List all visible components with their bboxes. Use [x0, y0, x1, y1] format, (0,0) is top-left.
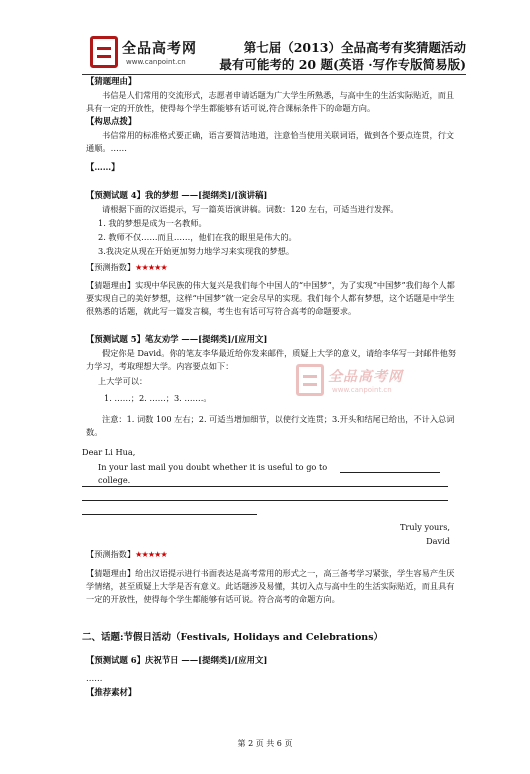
page-title-line2: 最有可能考的 20 题(英语 ·写作专版简易版) — [219, 57, 466, 72]
q5-note: 注意：1. 词数 100 左右；2. 可适当增加细节，以使行文连贯；3.开头和结尾已给出，不计入总词数。 — [86, 414, 455, 437]
q4-item-3: 3.我决定从现在开始更加努力地学习来实现我的梦想。 — [98, 246, 295, 256]
logo-icon — [90, 36, 118, 68]
q4-title: 【预测试题 4】我的梦想 ——[提纲类]/[演讲稿] — [86, 190, 268, 200]
logo-url: www.canpoint.cn — [126, 58, 186, 66]
q6-title: 【预测试题 6】庆祝节日 ——[提纲类]/[应用文] — [86, 655, 268, 665]
answer-line-1 — [340, 472, 440, 473]
q5-list: 1. ……；2. ……；3. …….。 — [104, 393, 212, 403]
index-label: 【预测指数】 — [86, 262, 136, 272]
reason-label: 【猜题理由】 — [86, 76, 137, 86]
logo-text: 全品高考网 — [122, 41, 197, 57]
q5-index — [86, 548, 462, 561]
star-rating: ★★★★★ — [135, 262, 167, 272]
q4-item-1: 1. 我的梦想是成为一名教师。 — [98, 218, 207, 228]
letter-greeting: Dear Li Hua, — [82, 447, 136, 457]
section-2-heading: 二、话题:节假日活动（Festivals, Holidays and Celebrations） — [82, 632, 384, 643]
q4-item-2: 2. 教师不仅……而且……，他们在我的眼里是伟大的。 — [98, 232, 297, 242]
page-title-line1: 第七届（2013）全品高考有奖猜题活动 — [243, 40, 466, 55]
watermark-logo-text: 全品高考网 — [328, 369, 403, 385]
letter-name: David — [426, 536, 450, 546]
q5-reason: 【猜题理由】给出汉语提示进行书面表达是高考常用的形式之一，高三备考学习紧张，学生容易产生厌学情绪，甚至质疑上大学是否有意义。此话题涉及易懂，其切入点与高中生的生活实际贴近，而且具有一定的开放性，使得每个学生都能够有话可说。符合高考的命题方向。 — [86, 568, 455, 604]
material-label: 【推荐素材】 — [86, 687, 137, 697]
q5-title: 【预测试题 5】笔友劝学 ——[提纲类]/[应用文] — [86, 334, 268, 344]
letter-close: Truly yours, — [399, 522, 450, 532]
q4-reason: 【猜题理由】实现中华民族的伟大复兴是我们每个中国人的“中国梦”，为了实现“中国梦”我们每个人都要实现自己的美好梦想，这样“中国梦”就一定会尽早的实现。我们每个人都有梦想，这个话题是中学生很熟悉的话题，就此写一篇发言稿，考生也有话可写符合高考的命题要求。 — [86, 280, 455, 316]
watermark-logo — [296, 360, 446, 396]
index-label: 【预测指数】 — [86, 549, 136, 559]
q5-text: 假定你是 David。你的笔友李华最近给你发来邮件，质疑上大学的意义，请给李华写一封邮件他努力学习，考取理想大学。内容要点如下： — [86, 348, 457, 371]
page-number: 第 2 页 共 6 页 — [237, 739, 293, 748]
watermark-logo-url: www.canpoint.cn — [332, 386, 392, 394]
site-logo[interactable] — [90, 32, 202, 76]
answer-line-2 — [82, 486, 448, 487]
q4-index — [86, 261, 462, 274]
answer-line-3 — [82, 500, 448, 501]
structure-text: 书信常用的标准格式要正确，语言要简洁地道，注意恰当使用关联词语，做到各个要点连贯，行文通顺。…… — [86, 130, 455, 153]
q6-dots: …… — [86, 673, 103, 683]
q5-point: 上大学可以： — [98, 376, 148, 386]
reason-text: 书信是人们常用的交流形式，志愿者申请话题为广大学生所熟悉，与高中生的生活实际贴近，而且具有一定的开放性，使得每个学生都能够有话可说,符合课标条件下的命题方向。 — [86, 90, 455, 113]
star-rating: ★★★★★ — [135, 549, 167, 559]
structure-label: 【构思点拨】 — [86, 116, 137, 126]
letter-start: In your last mail you doubt whether it is useful to go to college. — [98, 462, 328, 485]
ellipsis-label: 【……】 — [86, 162, 120, 172]
watermark-logo-icon — [296, 364, 324, 396]
answer-line-4 — [82, 514, 257, 515]
q4-intro: 请根据下面的汉语提示，写一篇英语演讲稿。词数：120 左右，可适当进行发挥。 — [102, 204, 399, 214]
